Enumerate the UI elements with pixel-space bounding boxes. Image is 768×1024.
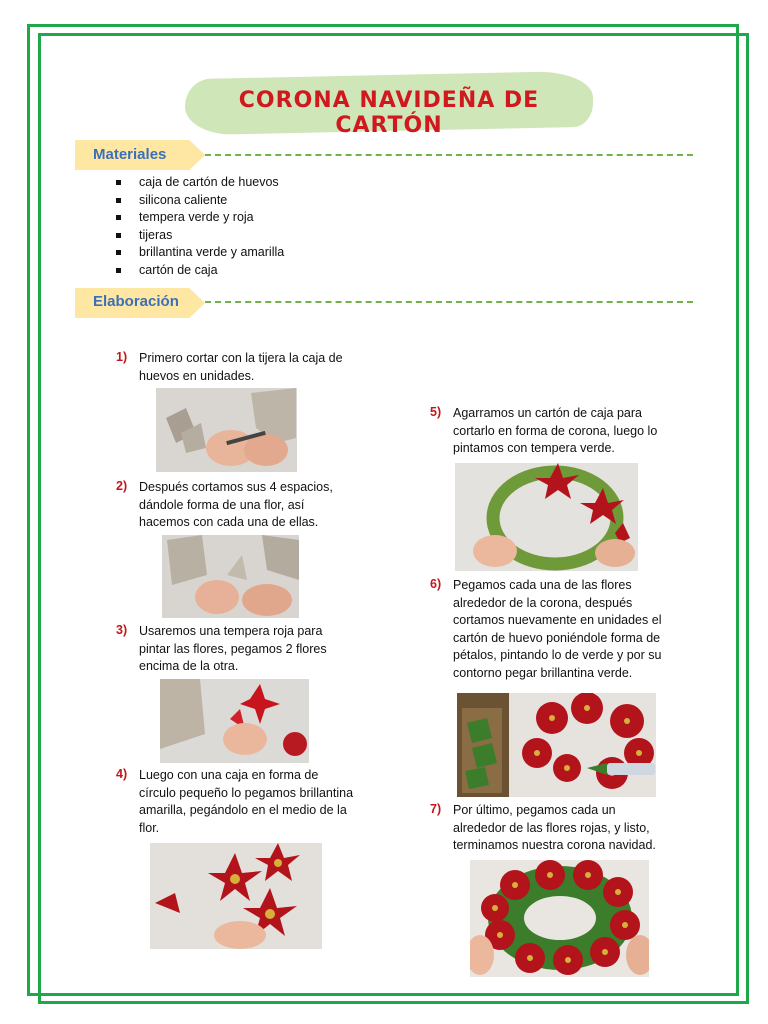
- step-number: 6): [430, 577, 442, 591]
- step-text: Después cortamos sus 4 espacios, dándole forma de una flor, así hacemos con cada una de ellas.: [139, 480, 333, 529]
- photo-step-5: [455, 463, 638, 571]
- bullet-icon: [116, 268, 121, 273]
- photo-step-3: [160, 679, 309, 763]
- step-text: Luego con una caja en forma de círculo pequeño lo pegamos brillantina amarilla, pegándolo en el medio de la flor.: [139, 768, 354, 835]
- photo-step-4: [150, 843, 322, 949]
- bullet-icon: [116, 180, 121, 185]
- elaboration-heading: Elaboración: [93, 293, 179, 310]
- photo-step-6: [457, 693, 656, 797]
- step-text: Agarramos un cartón de caja para cortarlo en forma de corona, luego lo pintamos con tempera verde.: [453, 406, 658, 455]
- step-text: Por último, pegamos cada un alrededor de las flores rojas, y listo, terminamos nuestra corona navidad.: [453, 803, 656, 852]
- photo-step-7: [470, 860, 649, 977]
- step-text: Pegamos cada una de las flores alrededor de la corona, después cortamos nuevamente en unidades el cartón de huevo poniéndole forma de pétalos, pintando lo de verde y por su contorno pegar brillantina verde.: [453, 578, 662, 680]
- bullet-icon: [116, 233, 121, 238]
- step-number: 5): [430, 405, 442, 419]
- step-number: 4): [116, 767, 128, 781]
- photo-step-2: [162, 535, 299, 618]
- step-number: 1): [116, 350, 128, 364]
- list-item: cartón de caja: [116, 262, 284, 280]
- page-title: CORONA NAVIDEÑA DE CARTÓN: [238, 88, 540, 138]
- step-number: 3): [116, 623, 128, 637]
- list-item: tempera verde y roja: [116, 209, 284, 227]
- materials-divider: [205, 154, 693, 156]
- elaboration-divider: [205, 301, 693, 303]
- bullet-icon: [116, 250, 121, 255]
- photo-step-1: [156, 388, 297, 472]
- list-item: silicona caliente: [116, 192, 284, 210]
- bullet-icon: [116, 198, 121, 203]
- step-text: Primero cortar con la tijera la caja de huevos en unidades.: [139, 351, 343, 383]
- step-text: Usaremos una tempera roja para pintar las flores, pegamos 2 flores encima de la otra.: [139, 624, 327, 673]
- materials-list: [116, 174, 284, 280]
- materials-heading: Materiales: [93, 146, 167, 163]
- step-number: 2): [116, 479, 128, 493]
- list-item: brillantina verde y amarilla: [116, 244, 284, 262]
- step-number: 7): [430, 802, 442, 816]
- list-item: caja de cartón de huevos: [116, 174, 284, 192]
- list-item: tijeras: [116, 227, 284, 245]
- bullet-icon: [116, 215, 121, 220]
